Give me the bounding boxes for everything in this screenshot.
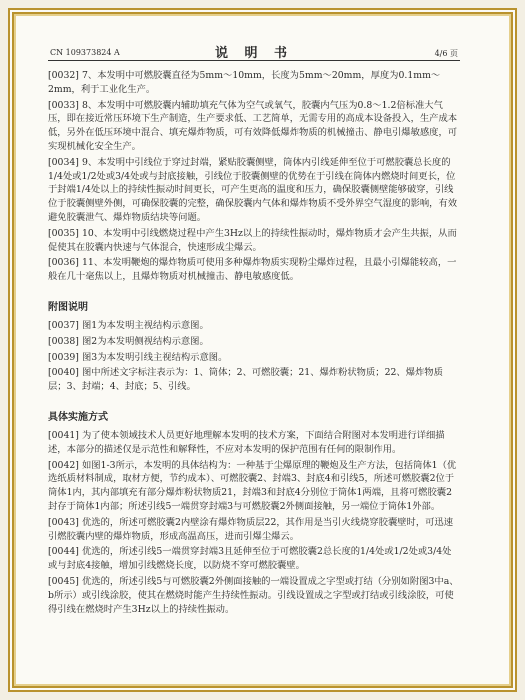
paragraph-text: 10、本发明中引线燃烧过程中产生3Hz以上的持续性振动时，爆炸物质才会产生共振，从而促使其在胶囊内快速与气体混合，快速形成尘爆云。 (48, 227, 457, 253)
paragraph-number: [0036] (48, 257, 79, 269)
paragraph-number: [0039] (48, 351, 79, 363)
paragraph (48, 351, 460, 365)
paragraph (48, 545, 460, 573)
paragraph (48, 516, 460, 544)
paragraph-text: 优选的，所述可燃胶囊2内壁涂有爆炸物质层22，其作用是当引火线烧穿胶囊壁时，可迅速引燃胶囊内壁的爆炸物质，形成高温高压，进而引爆尘爆云。 (48, 516, 454, 542)
paragraph (48, 459, 460, 514)
document-page (48, 36, 460, 616)
paragraph (48, 256, 460, 284)
section-implementation (48, 429, 460, 616)
paragraph-number: [0043] (48, 516, 79, 528)
paragraph-number: [0041] (48, 429, 79, 441)
paragraph-number: [0032] (48, 70, 79, 81)
fig-section-title: 附图说明 (48, 301, 88, 313)
paragraph (48, 335, 460, 349)
paragraph-text: 优选的，所述引线5与可燃胶囊2外侧面接触的一端设置成之字型或打结（分别如附图3中a、b所示）或引线涂胶，使其在燃烧时能产生持续性振动。引线设置成之字型或打结或引线涂胶，可使得引线在燃烧时产生3Hz以上的持续性振动。 (48, 575, 459, 615)
paragraph-text: 为了使本领域技术人员更好地理解本发明的技术方案，下面结合附图对本发明进行详细描述，本部分的描述仅是示范性和解释性，不应对本发明的保护范围有任何的限制作用。 (48, 429, 445, 455)
paragraph-number: [0034] (48, 156, 79, 168)
paragraph (48, 319, 460, 333)
paragraph-text: 图中所述文字标注表示为：1、筒体；2、可燃胶囊；21、爆炸粉状物质；22、爆炸物质层；3、封端；4、封底；5、引线。 (48, 367, 443, 393)
paragraph-number: [0038] (48, 335, 79, 347)
impl-section-title: 具体实施方式 (48, 411, 108, 423)
paragraph (48, 429, 460, 457)
paragraph (48, 156, 460, 225)
doc-title: 说 明 书 (214, 46, 294, 61)
paragraph-number: [0033] (48, 99, 79, 111)
paragraph (48, 99, 460, 154)
paragraph (48, 366, 460, 394)
paragraph-text: 11、本发明鞭炮的爆炸物质可使用多种爆炸物质实现粉尘爆炸过程，且最小引爆能较高，一般在几十毫焦以上，且爆炸物质对机械撞击、静电敏感度低。 (48, 257, 457, 283)
paragraph-number: [0042] (48, 459, 79, 471)
paragraph-text: 图3为本发明引线主视结构示意图。 (82, 351, 228, 363)
page-number: 4/6 页 (434, 49, 458, 58)
paragraph-number: [0035] (48, 227, 79, 239)
page-header (48, 36, 460, 61)
doc-number: CN 109373824 A (50, 48, 120, 57)
paragraph-number: [0040] (48, 367, 79, 379)
paragraph (48, 227, 460, 255)
paragraph-text: 8、本发明中可燃胶囊内辅助填充气体为空气或氧气，胶囊内气压为0.8～1.2倍标准大气压，即在接近常压环境下生产制造，生产要求低、工艺简单，无需专用的高成本设备投入，生产成本低，另外在低压环境中混合、填充爆炸物质，可有效降低爆炸物质的机械撞击、静电引爆敏感度，可实现机械化安全生产。 (48, 99, 458, 152)
paragraph (48, 575, 460, 616)
paragraph-number: [0045] (48, 575, 79, 587)
paragraph-number: [0037] (48, 319, 79, 331)
paragraph-text: 图2为本发明侧视结构示意图。 (82, 335, 209, 347)
paragraph-number: [0044] (48, 546, 79, 558)
section-figures (48, 319, 460, 394)
section-top (48, 69, 460, 284)
paragraph-text: 如图1-3所示，本发明的具体结构为：一种基于尘爆原理的鞭炮及生产方法，包括筒体1（优选纸质材料制成，取材方便，节约成本）、可燃胶囊2、封端3、封底4和引线5，所述可燃胶囊2位于筒体1内，其内部填充有部分爆炸粉状物质21，封端3和封底4分别位于筒体1两端，且将可燃胶囊2封存于筒体1内部；所述引线5一端贯穿封端3与可燃胶囊2外侧面接触，另一端位于筒体1外部。 (48, 459, 457, 512)
paragraph-text: 图1为本发明主视结构示意图。 (82, 319, 209, 331)
paragraph (48, 69, 460, 97)
paragraph-text: 优选的，所述引线5一端贯穿封端3且延伸至位于可燃胶囊2总长度的1/4处或1/2处或3/4处或与封底4接触，增加引线燃烧长度，以防烧不穿可燃胶囊壁。 (48, 546, 452, 572)
paragraph-text: 7、本发明中可燃胶囊直径为5mm～10mm，长度为5mm～20mm，厚度为0.1mm～2mm，利于工业化生产。 (48, 70, 441, 95)
paragraph-text: 9、本发明中引线位于穿过封端，紧贴胶囊侧壁，筒体内引线延伸至位于可燃胶囊总长度的1/4处或1/2处或3/4处或与封底接触，引线位于胶囊侧壁的优势在于引线在筒体内燃烧时间更长，位于封端1/4处以上的持续性振动时间更长，可产生更高的温度和压力，确保胶囊侧壁能够破穿，引线位于胶囊侧壁外侧，可确保胶囊的完整，确保胶囊内气体和爆炸物质不受外界空气湿度的影响，有效避免胶囊泄气、爆炸物质结块等问题。 (48, 156, 458, 223)
